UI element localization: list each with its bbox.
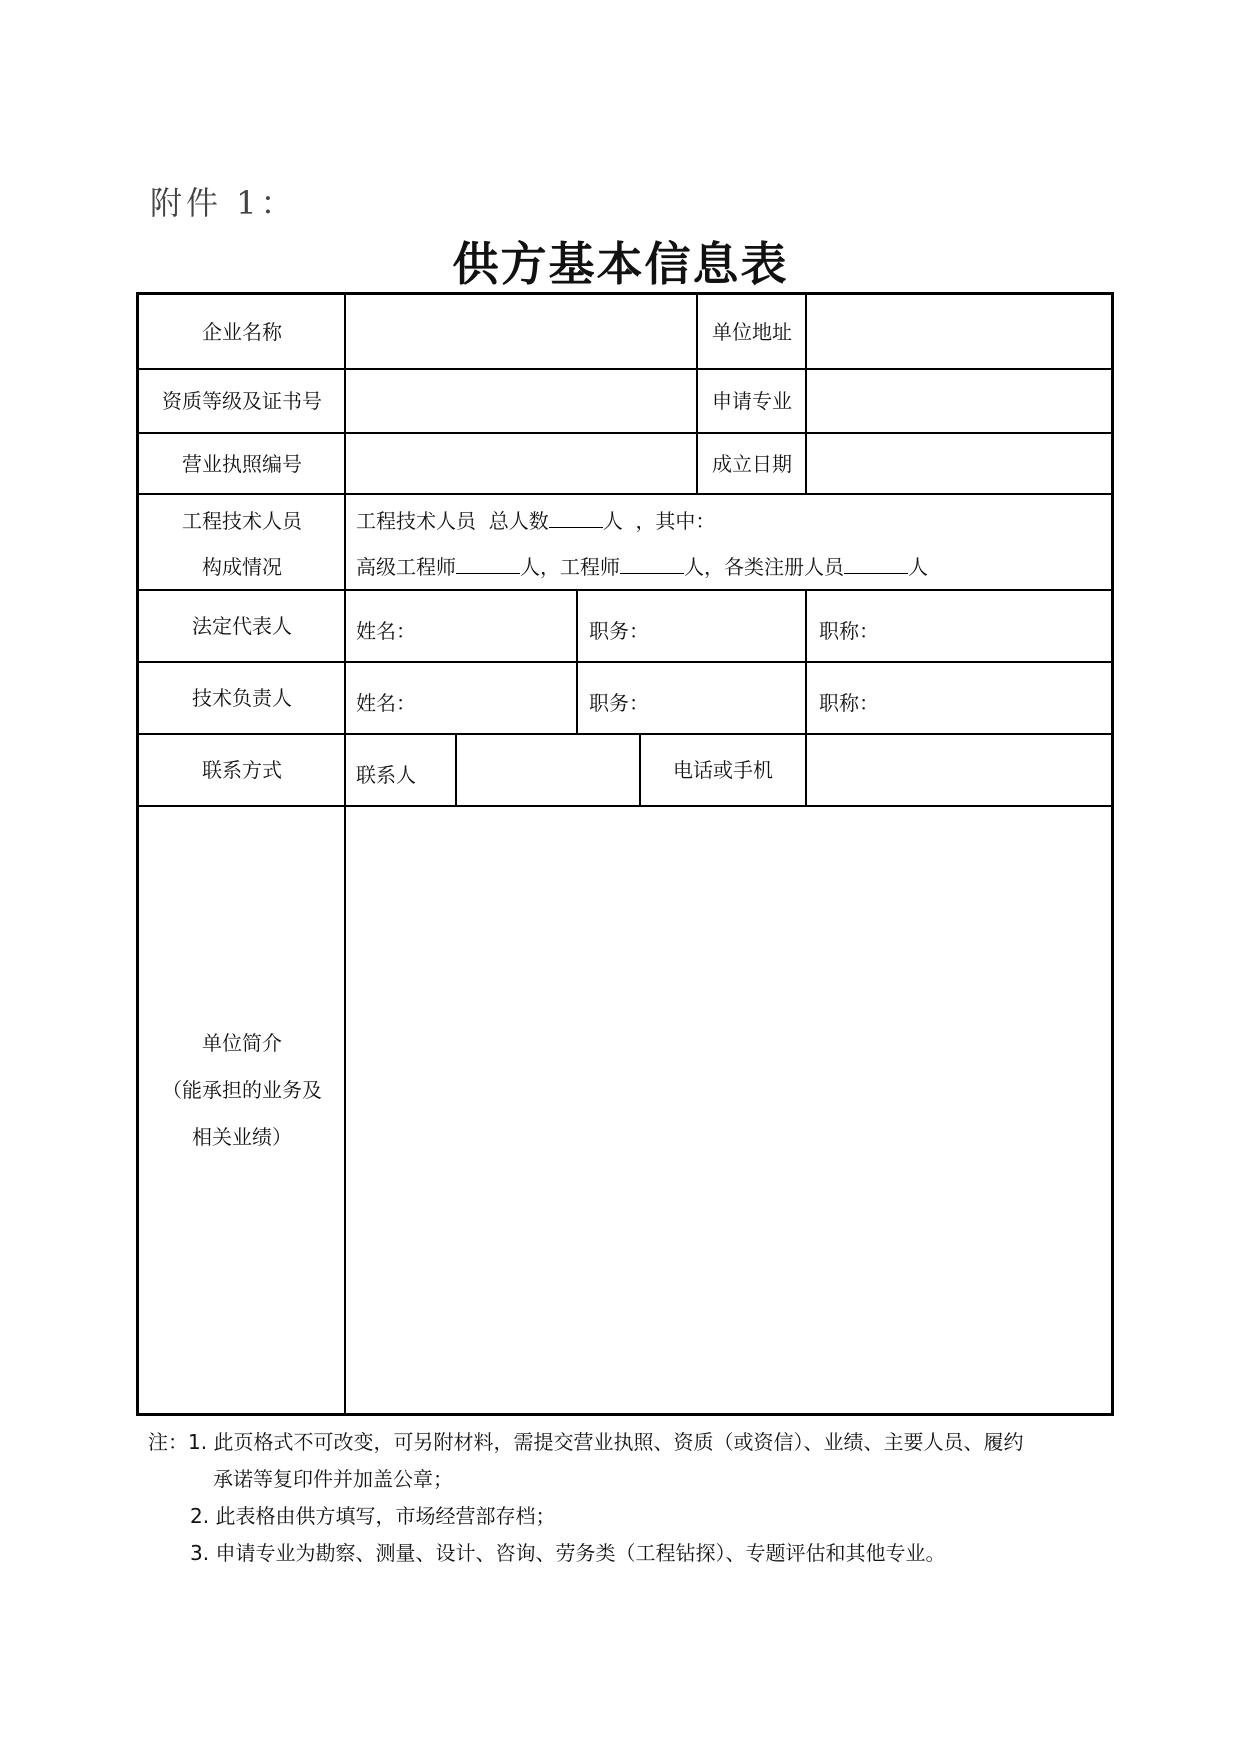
legal-rep-name-field: 姓名：: [356, 619, 416, 643]
founded-date-label: 成立日期: [712, 451, 792, 476]
legal-representative-label: 法定代表人: [192, 614, 292, 638]
note-1: 注：1. 此页格式不可改变，可另附材料，需提交营业执照、资质（或资信）、业绩、主要人员、履约: [148, 1430, 1024, 1454]
phone-label: 电话或手机: [673, 758, 773, 782]
column-divider: [805, 589, 807, 805]
row-divider: [139, 493, 1111, 495]
address-label: 单位地址: [712, 319, 792, 344]
total-count-text: 总人数: [488, 509, 549, 533]
intro-line: 相关业绩）: [192, 1125, 292, 1149]
row-divider: [139, 805, 1111, 807]
engineer-blank[interactable]: [620, 555, 684, 574]
tech-staff-label: 工程技术人员: [182, 509, 302, 533]
company-intro-label: [139, 1020, 345, 1161]
person-unit: 人: [602, 509, 623, 533]
contact-person-label: 联系人: [356, 763, 416, 787]
column-divider: [576, 589, 578, 733]
tech-staff-breakdown-line: [356, 551, 928, 580]
tech-lead-name-field: 姓名：: [356, 691, 416, 715]
company-name-label: 企业名称: [202, 319, 282, 344]
qualification-label: 资质等级及证书号: [162, 389, 322, 413]
legal-rep-position-field: 职务：: [589, 619, 649, 643]
person-unit: 人: [908, 555, 928, 579]
legal-rep-title-field: 职称：: [819, 619, 879, 643]
engineer-text: ，工程师: [540, 555, 620, 579]
total-count-blank[interactable]: [549, 509, 603, 528]
senior-engineer-text: 高级工程师: [356, 555, 456, 579]
intro-line: 单位简介: [202, 1031, 282, 1055]
among-text: ，其中：: [635, 509, 716, 533]
tech-lead-position-field: 职务：: [589, 691, 649, 715]
registered-blank[interactable]: [844, 555, 908, 574]
apply-specialty-label: 申请专业: [712, 389, 792, 413]
contact-method-label: 联系方式: [202, 758, 282, 782]
registered-text: ，各类注册人员: [704, 555, 844, 579]
tech-staff-total-line: [356, 505, 715, 534]
senior-engineer-blank[interactable]: [456, 555, 520, 574]
note-1-continued: 承诺等复印件并加盖公章；: [213, 1467, 453, 1491]
page-title: 供方基本信息表: [452, 237, 789, 291]
person-unit: 人: [520, 555, 540, 579]
tech-lead-title-field: 职称：: [819, 691, 879, 715]
note-3: 3. 申请专业为勘察、测量、设计、咨询、劳务类（工程钻探）、专题评估和其他专业。: [190, 1541, 946, 1565]
intro-line: （能承担的业务及: [162, 1078, 322, 1102]
technical-lead-label: 技术负责人: [192, 686, 292, 710]
supplier-info-form: [136, 292, 1114, 1416]
note-2: 2. 此表格由供方填写，市场经营部存档；: [190, 1504, 556, 1528]
person-unit: 人: [684, 555, 704, 579]
notes: [148, 1424, 1108, 1572]
column-divider: [455, 733, 457, 805]
attachment-label: 附件 1：: [150, 184, 297, 222]
tech-staff-text: 工程技术人员: [356, 509, 476, 533]
license-number-label: 营业执照编号: [182, 451, 302, 476]
tech-staff-label-2: 构成情况: [202, 555, 282, 579]
